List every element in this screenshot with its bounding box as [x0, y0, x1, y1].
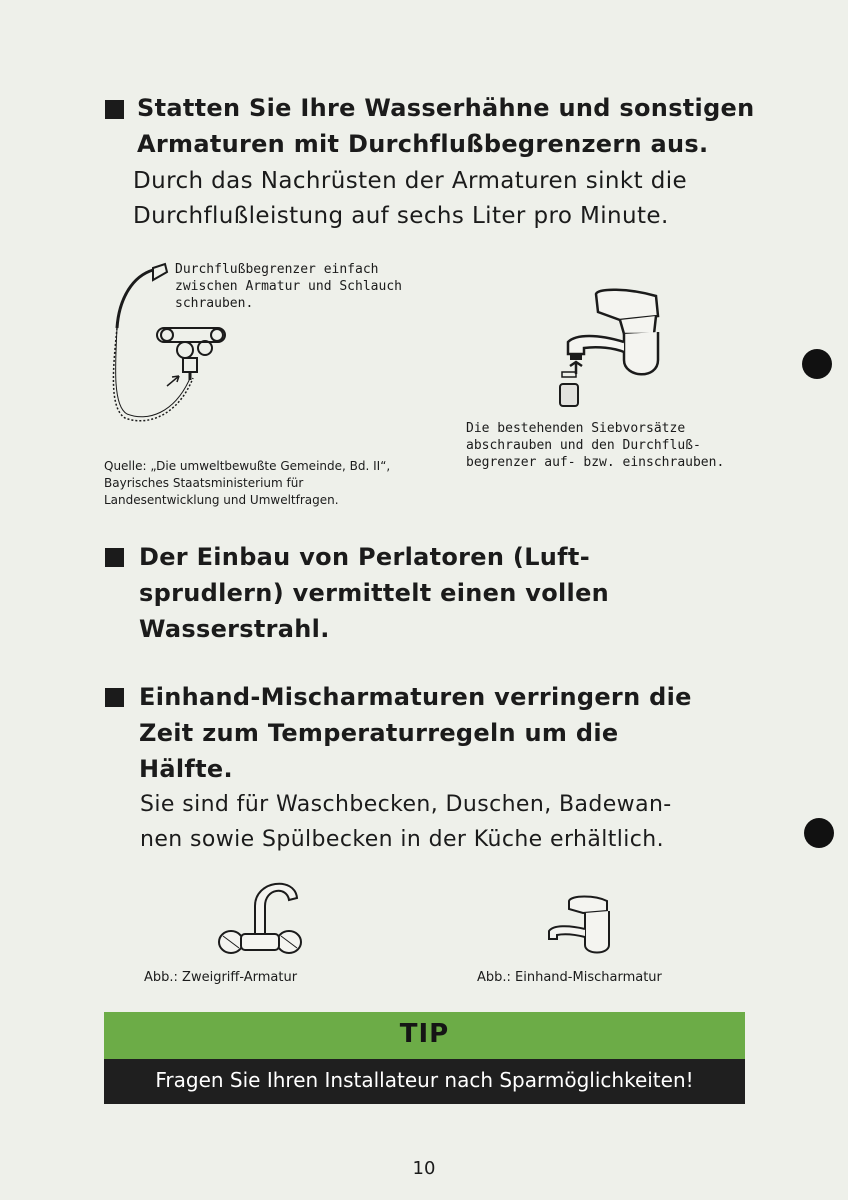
heading-line: Statten Sie Ihre Wasserhähne und sonstigen: [137, 94, 755, 122]
single-lever-caption: Abb.: Einhand-Mischarmatur: [477, 970, 662, 985]
heading-line: Einhand-Mischarmaturen verringern die: [139, 683, 692, 711]
shower-caption: [175, 261, 402, 312]
bullet-square-icon: [105, 548, 124, 567]
bullet-square-icon: [105, 688, 124, 707]
section3-body: [140, 787, 672, 857]
bullet-square-icon: [105, 100, 124, 119]
source-line: Landesentwicklung und Umweltfragen.: [104, 493, 339, 507]
two-handle-caption: Abb.: Zweigriff-Armatur: [144, 970, 298, 985]
section1-body: [133, 164, 687, 234]
two-handle-faucet-illustration: [215, 876, 305, 962]
tip-text: Fragen Sie Ihren Installateur nach Sparmöglichkeiten!: [155, 1068, 694, 1092]
source-line: Quelle: „Die umweltbewußte Gemeinde, Bd. II“,: [104, 459, 391, 473]
caption-line: abschrauben und den Durchfluß-: [466, 438, 701, 453]
caption-line: schrauben.: [175, 296, 254, 311]
body-line: nen sowie Spülbecken in der Küche erhältlich.: [140, 827, 665, 852]
body-line: Durch das Nachrüsten der Armaturen sinkt die: [133, 168, 688, 194]
tip-header: [104, 1012, 745, 1059]
tip-body: [104, 1059, 745, 1104]
section2-heading: [139, 539, 609, 647]
caption-line: zwischen Armatur und Schlauch: [175, 279, 402, 294]
tip-title: TIP: [399, 1019, 450, 1049]
punch-hole-bottom: [804, 818, 834, 848]
source-line: Bayrisches Staatsministerium für: [104, 476, 304, 490]
single-lever-mixer-illustration: [545, 895, 615, 957]
heading-line: sprudlern) vermittelt einen vollen: [139, 579, 610, 607]
section1-heading: [137, 90, 755, 162]
heading-line: Wasserstrahl.: [139, 615, 330, 643]
section3-heading: [139, 679, 692, 787]
faucet-strainer-illustration: [558, 286, 668, 412]
body-line: Durchflußleistung auf sechs Liter pro Minute.: [133, 203, 669, 229]
page-number: 10: [412, 1158, 436, 1179]
heading-line: Armaturen mit Durchflußbegrenzern aus.: [137, 130, 709, 158]
punch-hole-top: [802, 349, 832, 379]
caption-line: Die bestehenden Siebvorsätze: [466, 421, 686, 436]
heading-line: Hälfte.: [139, 755, 233, 783]
source-citation: [104, 458, 390, 509]
heading-line: Zeit zum Temperaturregeln um die: [139, 719, 619, 747]
heading-line: Der Einbau von Perlatoren (Luft-: [139, 543, 590, 571]
caption-line: Durchflußbegrenzer einfach: [175, 262, 379, 277]
caption-line: begrenzer auf- bzw. einschrauben.: [466, 455, 725, 470]
faucet-caption: [466, 420, 724, 471]
body-line: Sie sind für Waschbecken, Duschen, Badewan-: [140, 792, 672, 817]
